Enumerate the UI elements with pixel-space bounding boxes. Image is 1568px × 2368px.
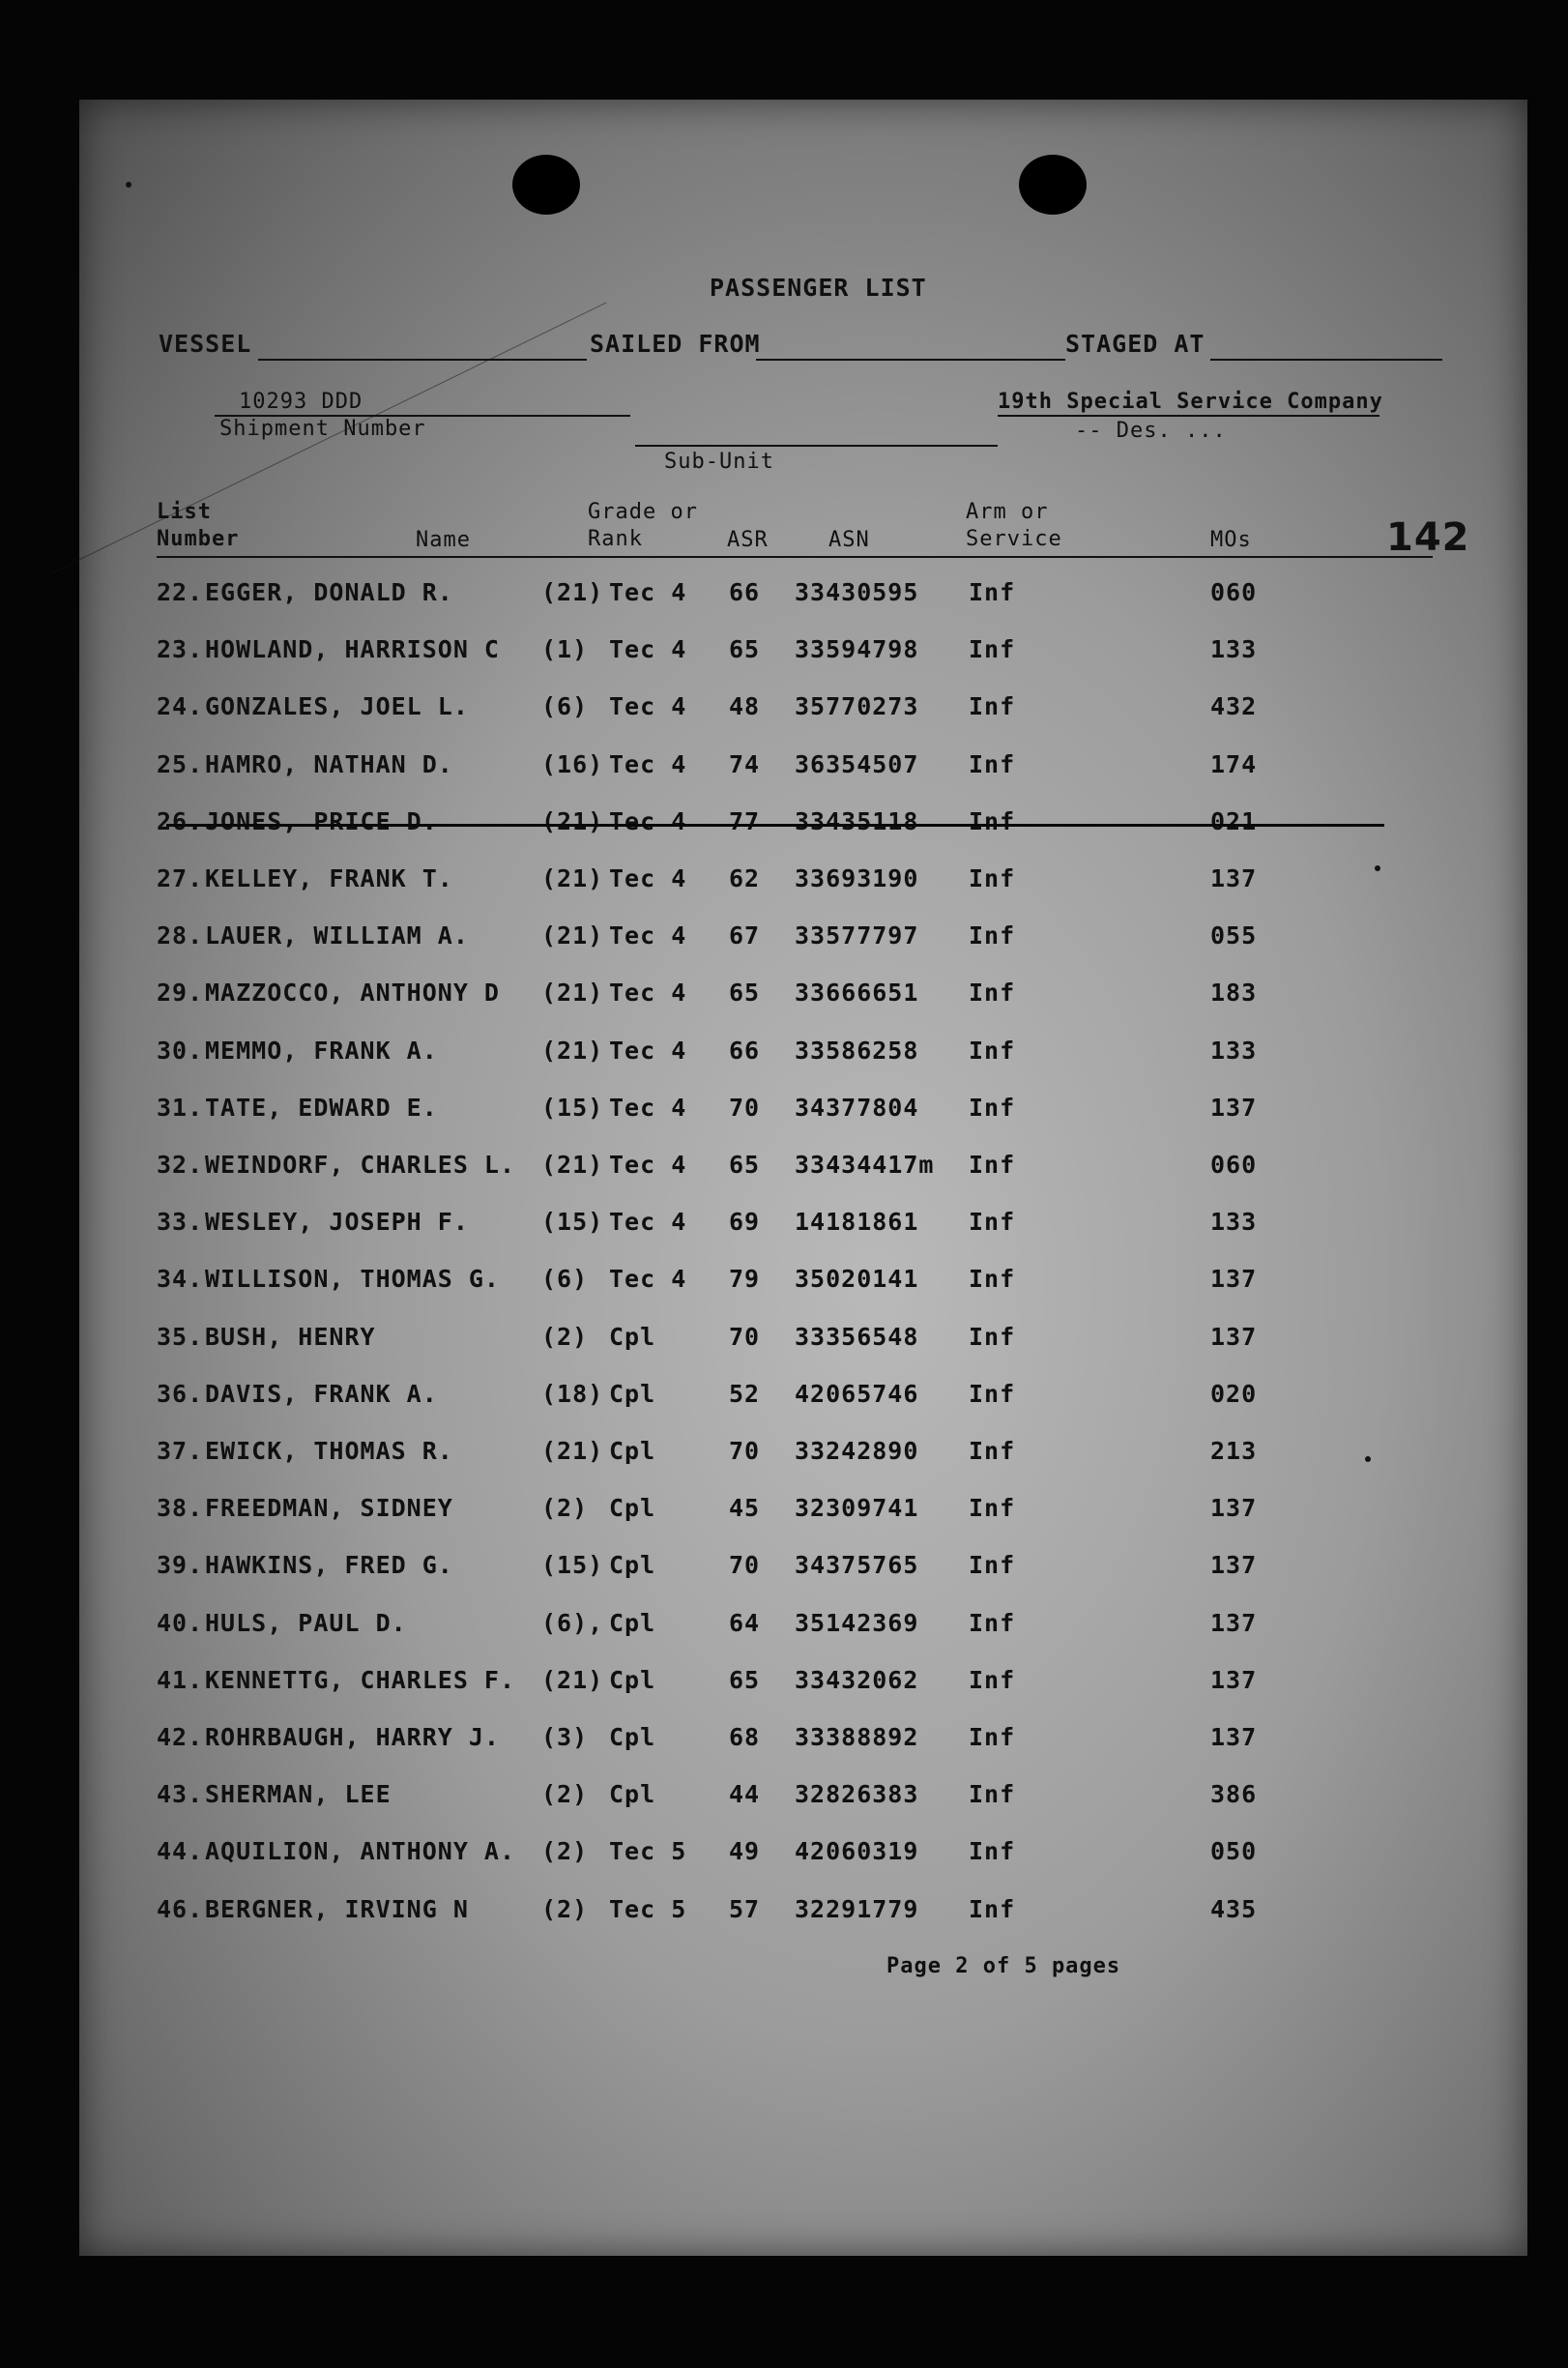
row-asr: 64 (729, 1608, 761, 1637)
row-asr: 65 (729, 979, 761, 1008)
row-asr: 79 (729, 1265, 761, 1294)
row-code: (2) (541, 1494, 589, 1523)
row-asn: 32826383 (795, 1780, 919, 1809)
row-mos: 137 (1210, 1494, 1258, 1523)
row-code: (6), (541, 1608, 604, 1637)
row-arm: Inf (969, 979, 1016, 1008)
header-rule (157, 556, 1433, 558)
sailed-from-line (756, 359, 1065, 361)
row-name: LAUER, WILLIAM A. (205, 921, 469, 950)
table-row (79, 864, 1527, 903)
row-number: 29. (157, 979, 204, 1008)
row-code: (2) (541, 1322, 589, 1351)
row-asn: 33435118 (795, 806, 919, 835)
row-mos: 137 (1210, 1265, 1258, 1294)
row-name: ROHRBAUGH, HARRY J. (205, 1723, 500, 1751)
row-arm: Inf (969, 1494, 1016, 1523)
row-arm: Inf (969, 1894, 1016, 1923)
vessel-line (258, 359, 587, 361)
row-asn: 33430595 (795, 578, 919, 606)
row-code: (6) (541, 1265, 589, 1294)
row-name: HAWKINS, FRED G. (205, 1551, 453, 1580)
row-asr: 69 (729, 1208, 761, 1237)
row-name: WILLISON, THOMAS G. (205, 1265, 500, 1294)
row-code: (21) (541, 979, 604, 1008)
table-row (79, 1780, 1527, 1819)
row-mos: 137 (1210, 1551, 1258, 1580)
row-rank: Tec 4 (609, 1093, 687, 1122)
row-asr: 70 (729, 1322, 761, 1351)
table-row (79, 1723, 1527, 1762)
row-name: BUSH, HENRY (205, 1322, 376, 1351)
row-number: 36. (157, 1379, 204, 1408)
table-row (79, 1208, 1527, 1246)
row-code: (21) (541, 1151, 604, 1179)
table-row (79, 635, 1527, 674)
row-arm: Inf (969, 635, 1016, 664)
row-mos: 021 (1210, 806, 1258, 835)
row-name: HAMRO, NATHAN D. (205, 749, 453, 778)
table-row (79, 1437, 1527, 1476)
row-asr: 70 (729, 1093, 761, 1122)
punch-hole-left (512, 155, 580, 215)
row-arm: Inf (969, 1265, 1016, 1294)
row-asr: 49 (729, 1837, 761, 1866)
row-mos: 020 (1210, 1379, 1258, 1408)
row-asn: 35770273 (795, 692, 919, 721)
row-code: (1) (541, 635, 589, 664)
row-mos: 060 (1210, 1151, 1258, 1179)
row-asr: 70 (729, 1551, 761, 1580)
row-number: 44. (157, 1837, 204, 1866)
row-number: 32. (157, 1151, 204, 1179)
row-code: (2) (541, 1780, 589, 1809)
row-mos: 386 (1210, 1780, 1258, 1809)
row-name: AQUILION, ANTHONY A. (205, 1837, 516, 1866)
row-arm: Inf (969, 1036, 1016, 1065)
table-row (79, 807, 1527, 846)
row-rank: Tec 4 (609, 1265, 687, 1294)
row-arm: Inf (969, 1151, 1016, 1179)
row-number: 25. (157, 749, 204, 778)
row-arm: Inf (969, 864, 1016, 892)
row-asr: 65 (729, 1151, 761, 1179)
row-code: (21) (541, 1036, 604, 1065)
row-rank: Tec 4 (609, 864, 687, 892)
row-code: (15) (541, 1093, 604, 1122)
row-rank: Tec 4 (609, 578, 687, 606)
row-rank: Tec 4 (609, 1036, 687, 1065)
row-mos: 137 (1210, 1665, 1258, 1694)
row-code: (21) (541, 578, 604, 606)
row-asn: 33242890 (795, 1437, 919, 1465)
row-asn: 42065746 (795, 1379, 919, 1408)
row-asn: 33666651 (795, 979, 919, 1008)
row-arm: Inf (969, 1723, 1016, 1751)
row-mos: 137 (1210, 1093, 1258, 1122)
row-asr: 48 (729, 692, 761, 721)
row-rank: Tec 5 (609, 1894, 687, 1923)
row-arm: Inf (969, 1322, 1016, 1351)
row-number: 33. (157, 1208, 204, 1237)
page-of-footer: Page 2 of 5 pages (886, 1954, 1121, 1978)
row-mos: 133 (1210, 1208, 1258, 1237)
row-name: WEINDORF, CHARLES L. (205, 1151, 516, 1179)
column-asr: ASR (727, 528, 769, 552)
row-code: (16) (541, 749, 604, 778)
table-row (79, 1551, 1527, 1590)
row-arm: Inf (969, 1437, 1016, 1465)
row-asn: 33388892 (795, 1723, 919, 1751)
row-code: (6) (541, 692, 589, 721)
row-code: (2) (541, 1837, 589, 1866)
row-name: DAVIS, FRANK A. (205, 1379, 438, 1408)
row-code: (2) (541, 1894, 589, 1923)
row-arm: Inf (969, 1208, 1016, 1237)
row-arm: Inf (969, 692, 1016, 721)
row-number: 23. (157, 635, 204, 664)
column-name: Name (416, 528, 471, 552)
row-asn: 33434417m (795, 1151, 935, 1179)
row-name: BERGNER, IRVING N (205, 1894, 469, 1923)
unit-line (998, 415, 1379, 417)
row-rank: Cpl (609, 1322, 656, 1351)
row-asn: 34377804 (795, 1093, 919, 1122)
row-name: EGGER, DONALD R. (205, 578, 453, 606)
table-row (79, 979, 1527, 1017)
shipment-label: Shipment Number (219, 417, 426, 441)
row-code: (15) (541, 1208, 604, 1237)
row-number: 37. (157, 1437, 204, 1465)
table-row (79, 1895, 1527, 1934)
row-code: (21) (541, 921, 604, 950)
row-number: 43. (157, 1780, 204, 1809)
table-row (79, 1151, 1527, 1189)
row-arm: Inf (969, 1379, 1016, 1408)
row-rank: Tec 4 (609, 921, 687, 950)
column-list-number: List Number (157, 500, 240, 551)
row-number: 42. (157, 1723, 204, 1751)
row-number: 28. (157, 921, 204, 950)
row-rank: Tec 4 (609, 806, 687, 835)
row-asn: 33356548 (795, 1322, 919, 1351)
row-rank: Tec 4 (609, 1151, 687, 1179)
row-asn: 36354507 (795, 749, 919, 778)
row-asr: 62 (729, 864, 761, 892)
row-code: (21) (541, 1665, 604, 1694)
row-asr: 44 (729, 1780, 761, 1809)
column-mos: MOs (1210, 528, 1252, 552)
row-arm: Inf (969, 578, 1016, 606)
row-name: GONZALES, JOEL L. (205, 692, 469, 721)
document-page (79, 100, 1527, 2256)
row-rank: Cpl (609, 1494, 656, 1523)
table-row (79, 750, 1527, 789)
row-asr: 57 (729, 1894, 761, 1923)
sailed-from-label: SAILED FROM (590, 330, 761, 358)
row-rank: Tec 5 (609, 1837, 687, 1866)
unit-sub: -- Des. ... (1075, 419, 1227, 443)
row-asr: 65 (729, 635, 761, 664)
row-arm: Inf (969, 1608, 1016, 1637)
shipment-value: 10293 DDD (239, 390, 363, 414)
document-title: PASSENGER LIST (710, 274, 927, 302)
row-code: (15) (541, 1551, 604, 1580)
row-mos: 174 (1210, 749, 1258, 778)
row-asr: 65 (729, 1665, 761, 1694)
staged-at-label: STAGED AT (1065, 330, 1205, 358)
row-asn: 33586258 (795, 1036, 919, 1065)
punch-hole-right (1019, 155, 1087, 215)
row-number: 41. (157, 1665, 204, 1694)
row-number: 35. (157, 1322, 204, 1351)
row-rank: Tec 4 (609, 692, 687, 721)
row-name: JONES, PRICE D. (205, 806, 438, 835)
row-mos: 137 (1210, 1322, 1258, 1351)
row-asn: 32291779 (795, 1894, 919, 1923)
row-asn: 35020141 (795, 1265, 919, 1294)
row-rank: Tec 4 (609, 749, 687, 778)
row-asr: 67 (729, 921, 761, 950)
row-number: 26. (157, 806, 204, 835)
row-rank: Cpl (609, 1665, 656, 1694)
row-name: HULS, PAUL D. (205, 1608, 407, 1637)
row-name: HOWLAND, HARRISON C (205, 635, 500, 664)
row-mos: 432 (1210, 692, 1258, 721)
row-asn: 33693190 (795, 864, 919, 892)
row-asr: 74 (729, 749, 761, 778)
row-mos: 133 (1210, 1036, 1258, 1065)
row-name: SHERMAN, LEE (205, 1780, 392, 1809)
row-mos: 137 (1210, 1608, 1258, 1637)
table-row (79, 692, 1527, 731)
row-number: 38. (157, 1494, 204, 1523)
row-mos: 050 (1210, 1837, 1258, 1866)
row-asn: 34375765 (795, 1551, 919, 1580)
row-asr: 68 (729, 1723, 761, 1751)
subunit-line (635, 445, 998, 447)
table-row (79, 921, 1527, 960)
row-name: MEMMO, FRANK A. (205, 1036, 438, 1065)
row-asr: 45 (729, 1494, 761, 1523)
row-arm: Inf (969, 1780, 1016, 1809)
row-code: (18) (541, 1379, 604, 1408)
table-row (79, 1094, 1527, 1132)
table-row (79, 1265, 1527, 1303)
row-name: TATE, EDWARD E. (205, 1093, 438, 1122)
row-number: 30. (157, 1036, 204, 1065)
row-asr: 66 (729, 1036, 761, 1065)
row-rank: Cpl (609, 1379, 656, 1408)
row-number: 46. (157, 1894, 204, 1923)
row-mos: 055 (1210, 921, 1258, 950)
row-rank: Tec 4 (609, 979, 687, 1008)
row-number: 27. (157, 864, 204, 892)
row-rank: Cpl (609, 1608, 656, 1637)
row-asn: 42060319 (795, 1837, 919, 1866)
row-arm: Inf (969, 806, 1016, 835)
row-number: 24. (157, 692, 204, 721)
row-number: 39. (157, 1551, 204, 1580)
row-name: FREEDMAN, SIDNEY (205, 1494, 453, 1523)
row-name: MAZZOCCO, ANTHONY D (205, 979, 500, 1008)
row-asn: 35142369 (795, 1608, 919, 1637)
row-mos: 137 (1210, 864, 1258, 892)
row-rank: Cpl (609, 1723, 656, 1751)
row-mos: 060 (1210, 578, 1258, 606)
vessel-label: VESSEL (159, 330, 252, 358)
row-mos: 133 (1210, 635, 1258, 664)
page-number: 142 (1386, 515, 1470, 560)
row-number: 40. (157, 1608, 204, 1637)
staged-at-line (1210, 359, 1442, 361)
row-asn: 33432062 (795, 1665, 919, 1694)
table-row (79, 1494, 1527, 1533)
row-number: 31. (157, 1093, 204, 1122)
row-name: WESLEY, JOSEPH F. (205, 1208, 469, 1237)
row-asn: 33594798 (795, 635, 919, 664)
row-rank: Tec 4 (609, 635, 687, 664)
row-asn: 32309741 (795, 1494, 919, 1523)
row-code: (3) (541, 1723, 589, 1751)
row-asr: 77 (729, 806, 761, 835)
speck (126, 182, 131, 188)
row-arm: Inf (969, 1093, 1016, 1122)
row-mos: 435 (1210, 1894, 1258, 1923)
row-arm: Inf (969, 1837, 1016, 1866)
table-row (79, 1666, 1527, 1705)
table-row (79, 1380, 1527, 1418)
row-mos: 213 (1210, 1437, 1258, 1465)
strikethrough-line (166, 824, 1384, 827)
row-name: KENNETTG, CHARLES F. (205, 1665, 516, 1694)
column-asn: ASN (828, 528, 870, 552)
column-arm: Arm or Service (966, 500, 1062, 551)
row-asr: 52 (729, 1379, 761, 1408)
table-row (79, 1323, 1527, 1361)
row-asn: 14181861 (795, 1208, 919, 1237)
row-rank: Cpl (609, 1437, 656, 1465)
row-code: (21) (541, 806, 604, 835)
row-asr: 66 (729, 578, 761, 606)
column-grade: Grade or Rank (588, 500, 698, 551)
subunit-label: Sub-Unit (664, 450, 774, 474)
row-code: (21) (541, 1437, 604, 1465)
table-row (79, 1837, 1527, 1876)
row-name: EWICK, THOMAS R. (205, 1437, 453, 1465)
row-number: 22. (157, 578, 204, 606)
row-mos: 183 (1210, 979, 1258, 1008)
row-arm: Inf (969, 921, 1016, 950)
row-asn: 33577797 (795, 921, 919, 950)
row-rank: Tec 4 (609, 1208, 687, 1237)
row-name: KELLEY, FRANK T. (205, 864, 453, 892)
row-number: 34. (157, 1265, 204, 1294)
row-rank: Cpl (609, 1780, 656, 1809)
row-asr: 70 (729, 1437, 761, 1465)
row-mos: 137 (1210, 1723, 1258, 1751)
table-row (79, 1609, 1527, 1648)
row-arm: Inf (969, 1551, 1016, 1580)
table-row (79, 1037, 1527, 1075)
row-code: (21) (541, 864, 604, 892)
row-rank: Cpl (609, 1551, 656, 1580)
row-arm: Inf (969, 1665, 1016, 1694)
unit-value: 19th Special Service Company (998, 390, 1383, 414)
row-arm: Inf (969, 749, 1016, 778)
table-row (79, 578, 1527, 617)
